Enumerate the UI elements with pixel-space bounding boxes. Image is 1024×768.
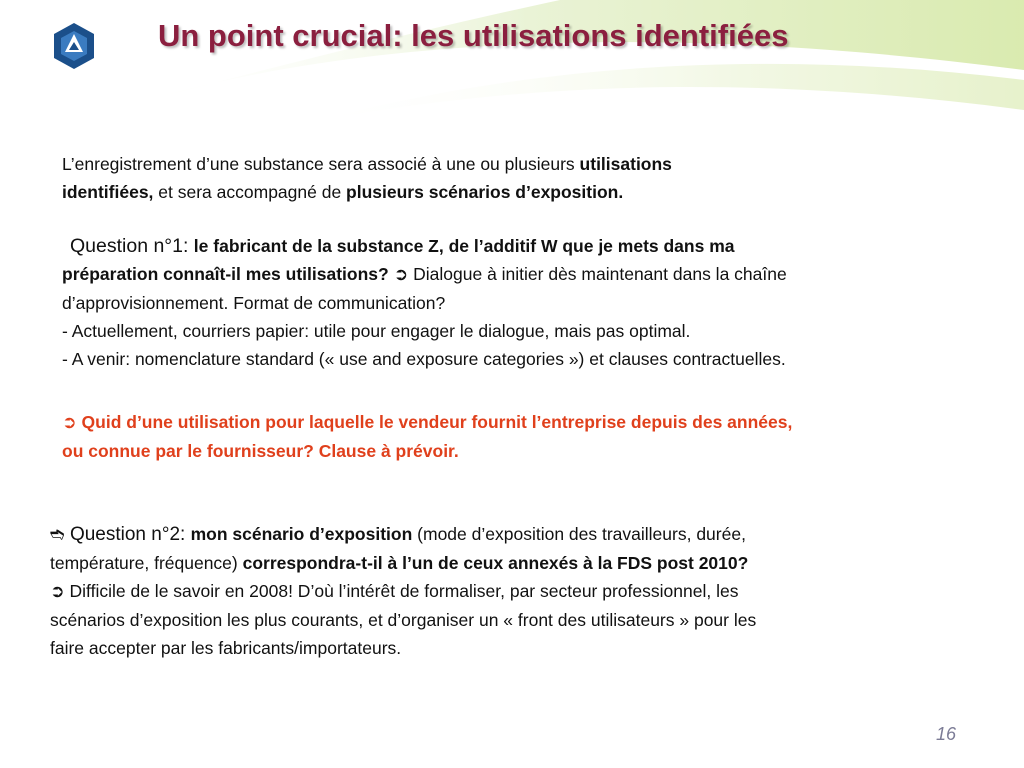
intro-bold-identifiees: identifiées, [62,182,154,202]
question-1-label: Question n°1: [70,235,194,257]
hollow-arrow-icon: ➬ [50,525,65,545]
question-1-text-line3: d’approvisionnement. Format de communication? [62,293,446,313]
question-1-current-note: - Actuellement, courriers papier: utile pour engager le dialogue, mais pas optimal. [62,321,691,341]
question-2-text-line3: Difficile de le savoir en 2008! D’où l’intérêt de formaliser, par secteur professionnel, les [64,581,739,601]
intro-text-2: et sera accompagné de [153,182,347,202]
question-1-future-note: - A venir: nomenclature standard (« use and exposure categories ») et clauses contractuelles. [62,349,786,369]
red-note-line2: ou connue par le fournisseur? Clause à prévoir. [62,441,459,461]
arrow-icon: ➲ [62,413,77,433]
question-2-bold-line2: correspondra-t-il à l’un de ceux annexés à la FDS post 2010? [242,553,749,573]
red-note-block [62,408,792,465]
question-2-bold-line1: mon scénario d’exposition [190,524,413,544]
question-2-block [50,520,756,662]
intro-paragraph [62,150,672,206]
company-logo-icon [52,22,96,70]
intro-bold-scenarios: plusieurs scénarios d’exposition. [346,182,624,202]
question-2-label: Question n°2: [64,524,191,545]
page-number: 16 [936,724,957,744]
question-2-text-line1: (mode d’exposition des travailleurs, durée, [412,524,746,544]
question-2-text-line5: faire accepter par les fabricants/importateurs. [50,638,402,658]
question-1-bold-line2: préparation connaît-il mes utilisations? [62,264,389,284]
question-2-text-line4: scénarios d’exposition les plus courants, et d’organiser un « front des utilisateurs » pour les [50,610,757,630]
question-2-text-line2: température, fréquence) [50,553,243,573]
arrow-icon: ➲ [393,265,409,285]
red-note-line1: Quid d’une utilisation pour laquelle le vendeur fournit l’entreprise depuis des années, [76,412,793,432]
intro-bold-utilisations: utilisations [579,154,672,174]
slide-title: Un point crucial: les utilisations identifiées [158,18,789,53]
arrow-icon: ➲ [50,582,65,602]
question-1-block [62,232,787,373]
intro-text: L’enregistrement d’une substance sera associé à une ou plusieurs [62,154,580,174]
question-1-bold-line1: le fabricant de la substance Z, de l’additif W que je mets dans ma [193,236,735,256]
question-1-text-line2: Dialogue à initier dès maintenant dans la chaîne [408,264,787,284]
